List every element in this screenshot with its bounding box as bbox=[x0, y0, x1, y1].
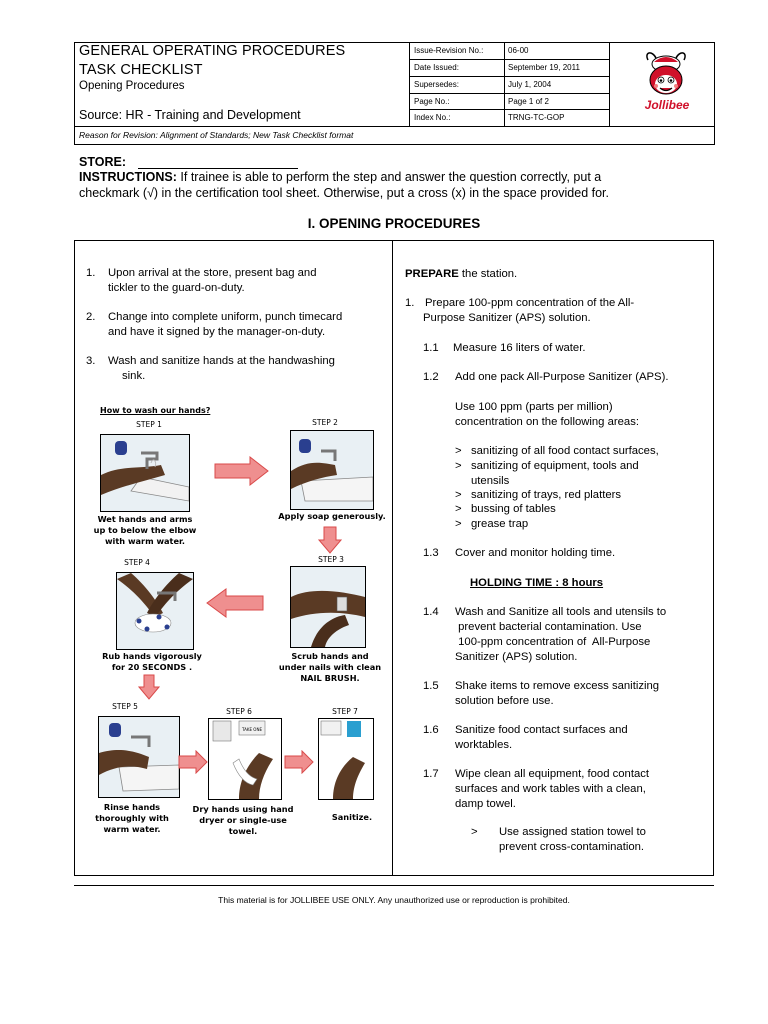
handwash-title: How to wash our hands? bbox=[100, 406, 211, 415]
step6-caption: Dry hands using hand dryer or single-use towel. bbox=[192, 804, 294, 836]
sub-number: 1.4 bbox=[423, 606, 439, 618]
arrow-right-icon bbox=[284, 750, 314, 774]
note-text: prevent cross-contamination. bbox=[499, 841, 645, 853]
meta-value: September 19, 2011 bbox=[508, 63, 580, 72]
step-line: Wash and sanitize hands at the handwashing bbox=[108, 355, 335, 367]
logo-text: Jollibee bbox=[644, 98, 690, 112]
step3-image bbox=[290, 566, 366, 648]
sub-text: Wipe clean all equipment, food contact bbox=[455, 768, 650, 780]
holding-time: HOLDING TIME : 8 hours bbox=[470, 577, 604, 589]
use-line: concentration on the following areas: bbox=[455, 416, 640, 428]
meta-label: Page No.: bbox=[414, 97, 450, 106]
step-line: sink. bbox=[122, 370, 146, 382]
arrow-down-icon bbox=[318, 526, 342, 554]
step2-caption: Apply soap generously. bbox=[278, 511, 386, 521]
sub-text: Sanitizer (APS) solution. bbox=[455, 651, 578, 663]
meta-value: Page 1 of 2 bbox=[508, 97, 549, 106]
item-number: 1. bbox=[405, 297, 415, 309]
step2-image bbox=[290, 430, 374, 510]
sub-text: solution before use. bbox=[455, 695, 554, 707]
step-label: STEP 5 bbox=[112, 702, 138, 711]
step-label: STEP 4 bbox=[124, 558, 150, 567]
sub-text: surfaces and work tables with a clean, bbox=[455, 783, 646, 795]
instructions-line1 bbox=[79, 170, 711, 185]
step4-caption: Rub hands vigorously for 20 SECONDS . bbox=[102, 651, 202, 672]
use-line: Use 100 ppm (parts per million) bbox=[455, 401, 613, 413]
step1-caption: Wet hands and arms up to below the elbow with warm water. bbox=[93, 514, 197, 546]
sub-number: 1.7 bbox=[423, 768, 439, 780]
meta-row-line bbox=[409, 59, 609, 60]
arrow-left-icon bbox=[206, 588, 264, 618]
note-mark: > bbox=[471, 826, 478, 838]
arrow-right-icon bbox=[178, 750, 208, 774]
store-label: STORE: bbox=[79, 155, 126, 169]
area-text: grease trap bbox=[471, 518, 529, 530]
meta-row-line bbox=[409, 76, 609, 77]
sub-text: prevent bacterial contamination. Use bbox=[455, 621, 642, 633]
step5-image bbox=[98, 716, 180, 798]
meta-row-line bbox=[409, 93, 609, 94]
doc-title: GENERAL OPERATING PROCEDURES bbox=[79, 43, 346, 59]
sub-number: 1.2 bbox=[423, 371, 439, 383]
sub-number: 1.1 bbox=[423, 342, 439, 354]
section-title: I. OPENING PROCEDURES bbox=[307, 216, 481, 231]
instructions-label: INSTRUCTIONS: bbox=[79, 170, 177, 184]
footer-notice: This material is for JOLLIBEE USE ONLY. Any unauthorized use or reproduction is prohibited. bbox=[218, 895, 570, 905]
sub-text: Wash and Sanitize all tools and utensils to bbox=[455, 606, 667, 618]
doc-subtitle: TASK CHECKLIST bbox=[79, 62, 203, 78]
sub-text: 100-ppm concentration of All-Purpose bbox=[455, 636, 651, 648]
area-text: sanitizing of all food contact surfaces, bbox=[471, 445, 659, 457]
meta-value: July 1, 2004 bbox=[508, 80, 552, 89]
step-line: Upon arrival at the store, present bag and bbox=[108, 267, 317, 279]
step-number: 3. bbox=[86, 355, 96, 367]
column-divider bbox=[392, 240, 393, 876]
step1-image bbox=[100, 434, 190, 512]
prepare-heading: PREPARE the station. bbox=[405, 268, 518, 280]
header-col-divider bbox=[504, 43, 505, 126]
revision-reason: Reason for Revision: Alignment of Standards; New Task Checklist format bbox=[79, 130, 354, 140]
step-label: STEP 1 bbox=[136, 420, 162, 429]
sub-text: Add one pack All-Purpose Sanitizer (APS). bbox=[455, 371, 669, 383]
note-text: Use assigned station towel to bbox=[499, 826, 646, 838]
area-text: sanitizing of trays, red platters bbox=[471, 489, 622, 501]
meta-row-line bbox=[409, 109, 609, 110]
area-text: sanitizing of equipment, tools and bbox=[471, 460, 639, 472]
sub-text: Cover and monitor holding time. bbox=[455, 547, 616, 559]
sub-number: 1.6 bbox=[423, 724, 439, 736]
step4-image bbox=[116, 572, 194, 650]
area-mark: > bbox=[455, 460, 462, 472]
step7-caption: Sanitize. bbox=[331, 812, 373, 822]
store-blank-line[interactable] bbox=[138, 168, 298, 169]
arrow-down-icon bbox=[138, 674, 160, 700]
meta-label: Date Issued: bbox=[414, 63, 459, 72]
arrow-right-icon bbox=[214, 456, 270, 486]
sub-number: 1.3 bbox=[423, 547, 439, 559]
area-text: bussing of tables bbox=[471, 503, 556, 515]
item-line: Purpose Sanitizer (APS) solution. bbox=[423, 312, 591, 324]
header-col-divider bbox=[609, 43, 610, 126]
dispenser-label: TAKE ONE bbox=[242, 727, 262, 732]
step7-image bbox=[318, 718, 374, 800]
step-label: STEP 3 bbox=[318, 555, 344, 564]
meta-label: Issue-Revision No.: bbox=[414, 46, 484, 55]
step6-image bbox=[208, 718, 282, 800]
sub-text: damp towel. bbox=[455, 798, 516, 810]
sub-number: 1.5 bbox=[423, 680, 439, 692]
doc-section: Opening Procedures bbox=[79, 80, 185, 92]
step-number: 1. bbox=[86, 267, 96, 279]
sub-text: Measure 16 liters of water. bbox=[453, 342, 586, 354]
footer-rule bbox=[74, 885, 714, 886]
step-line: Change into complete uniform, punch timecard bbox=[108, 311, 343, 323]
step-number: 2. bbox=[86, 311, 96, 323]
area-text: utensils bbox=[471, 475, 510, 487]
area-mark: > bbox=[455, 503, 462, 515]
meta-label: Index No.: bbox=[414, 113, 451, 122]
area-mark: > bbox=[455, 489, 462, 501]
area-mark: > bbox=[455, 518, 462, 530]
jollibee-logo bbox=[626, 48, 706, 120]
step5-caption: Rinse hands thoroughly with warm water. bbox=[95, 802, 169, 834]
header-col-divider bbox=[409, 43, 410, 126]
header-divider bbox=[75, 126, 714, 127]
meta-value: TRNG-TC-GOP bbox=[508, 113, 565, 122]
meta-label: Supersedes: bbox=[414, 80, 459, 89]
step-label: STEP 6 bbox=[226, 707, 252, 716]
step-line: and have it signed by the manager-on-duty. bbox=[108, 326, 326, 338]
instructions-text: If trainee is able to perform the step and answer the question correctly, put a bbox=[180, 170, 602, 184]
meta-value: 06-00 bbox=[508, 46, 529, 55]
sub-text: worktables. bbox=[455, 739, 513, 751]
step-label: STEP 7 bbox=[332, 707, 358, 716]
sub-text: Shake items to remove excess sanitizing bbox=[455, 680, 660, 692]
step-line: tickler to the guard-on-duty. bbox=[108, 282, 245, 294]
sub-text: Sanitize food contact surfaces and bbox=[455, 724, 628, 736]
step-label: STEP 2 bbox=[312, 418, 338, 427]
item-line: Prepare 100-ppm concentration of the All- bbox=[425, 297, 635, 309]
instructions-line2: checkmark (√) in the certification tool sheet. Otherwise, put a cross (x) in the space provided for. bbox=[79, 186, 610, 200]
doc-source: Source: HR - Training and Development bbox=[79, 108, 301, 122]
area-mark: > bbox=[455, 445, 462, 457]
step3-caption: Scrub hands and under nails with clean NAIL BRUSH. bbox=[278, 651, 382, 683]
